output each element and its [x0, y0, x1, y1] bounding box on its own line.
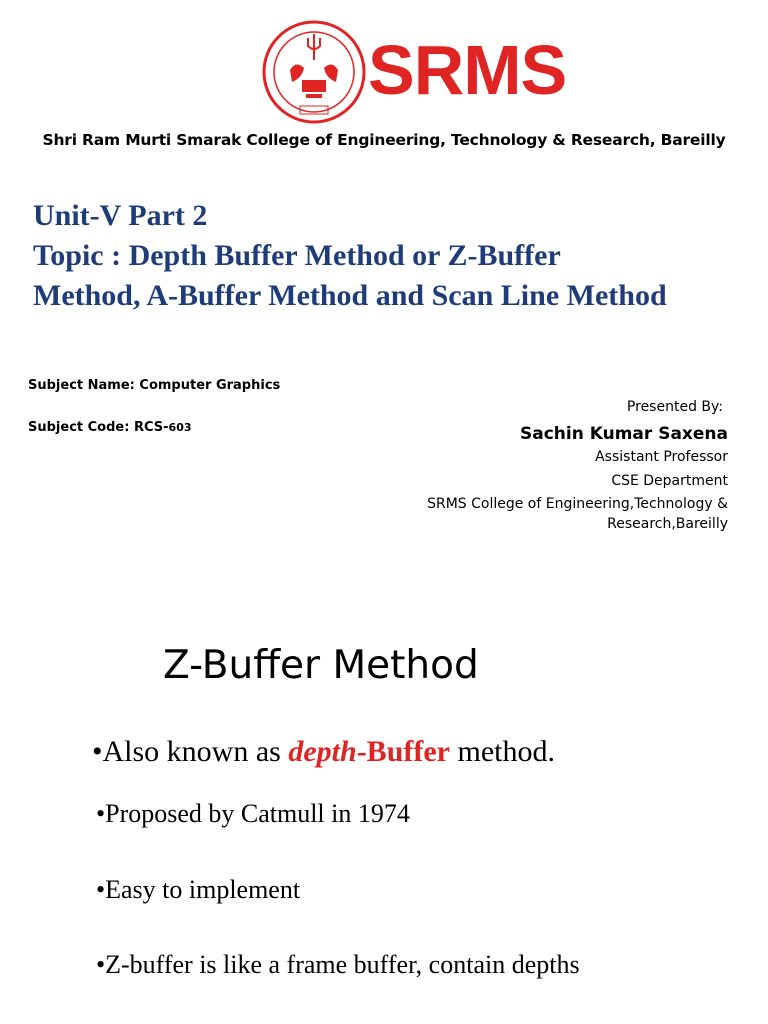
slide-title-block	[33, 196, 673, 316]
bullet-1	[92, 730, 555, 774]
bullet-4: •Z-buffer is like a frame buffer, contain depths	[96, 950, 580, 979]
presenter-role: Assistant Professor	[595, 449, 728, 465]
presenter-name: Sachin Kumar Saxena	[520, 424, 728, 444]
presenter-dept: CSE Department	[611, 473, 728, 489]
presenter-college-line1: SRMS College of Engineering,Technology &	[427, 496, 728, 512]
presenter-college-line2: Research,Bareilly	[607, 516, 728, 532]
college-name: Shri Ram Murti Smarak College of Engineering, Technology & Research, Bareilly	[42, 131, 726, 149]
unit-title: Unit-V Part 2	[33, 199, 208, 232]
presented-by-label: Presented By:	[626, 399, 723, 415]
bullet1-em2: -Buffer	[356, 735, 450, 768]
subject-name-line: Subject Name: Computer Graphics	[28, 378, 281, 393]
bullet1-suffix: method.	[449, 735, 555, 768]
subject-name-value: Computer Graphics	[139, 378, 281, 393]
bullet1-prefix: •Also known as	[92, 735, 289, 768]
subject-code-label: Subject Code	[28, 420, 125, 435]
topic-title: Topic : Depth Buffer Method or Z-Buffer Method, A-Buffer Method and Scan Line Method	[33, 239, 667, 312]
subject-code-value: RCS-	[133, 420, 169, 435]
bullet-3: •Easy to implement	[96, 875, 301, 904]
subject-name-label: Subject Name	[28, 378, 130, 393]
presenter-college	[368, 494, 728, 534]
bullet1-em: depth	[288, 735, 357, 768]
subject-code-number: 603	[168, 421, 192, 434]
srms-seal-logo	[262, 20, 366, 124]
bullet-2: •Proposed by Catmull in 1974	[96, 799, 410, 828]
srms-wordmark: SRMS	[368, 31, 567, 109]
slide2-title: Z-Buffer Method	[163, 643, 479, 688]
subject-code-line: Subject Code: RCS-603	[28, 420, 192, 435]
